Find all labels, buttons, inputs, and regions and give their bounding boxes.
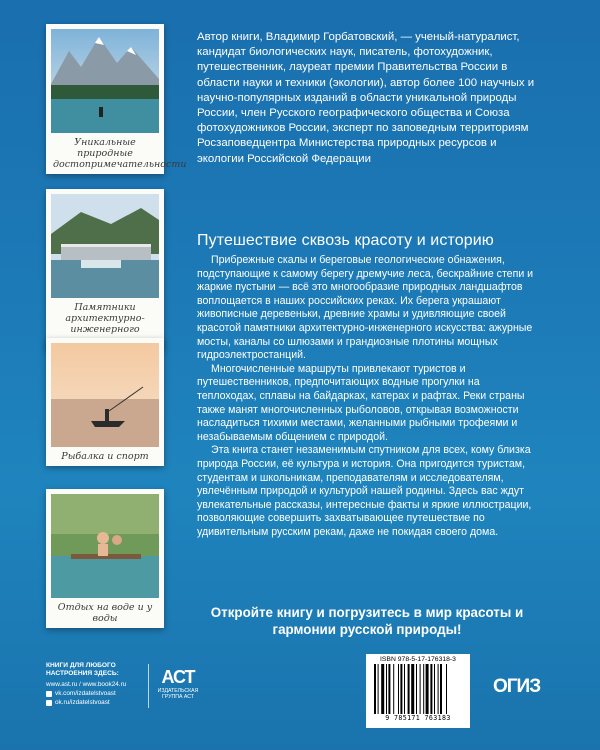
photo-card-caption: Памятники архитектурно-инженерного	[65, 302, 145, 335]
isbn-text: ISBN 978-5-17-176318-3	[380, 656, 456, 663]
barcode-bar	[430, 664, 432, 714]
description-body	[197, 254, 537, 539]
ok-icon	[46, 700, 52, 706]
imprint-logo: ОГИЗ	[493, 676, 541, 697]
barcode-bar	[446, 664, 447, 714]
river-rest-photo	[51, 494, 159, 598]
barcode-bar	[400, 664, 402, 714]
barcode-bar	[434, 664, 435, 714]
barcode-bar	[420, 664, 421, 714]
barcode-bar	[423, 664, 424, 714]
vk-link-text: vk.com/izdatelstvoast	[55, 690, 116, 697]
barcode-bars	[372, 664, 464, 714]
barcode-bar	[440, 664, 442, 714]
publisher-logo-subtitle: ИЗДАТЕЛЬСКАЯ ГРУППА АСТ	[157, 688, 199, 700]
photo-card-caption: Рыбалка и спорт	[61, 451, 149, 462]
vk-link[interactable]	[46, 689, 146, 698]
isbn-barcode	[366, 654, 470, 728]
photo-card-rest	[46, 489, 164, 628]
mountain-lake-photo	[51, 29, 159, 133]
publisher-websites[interactable]: www.ast.ru / www.book24.ru	[46, 681, 127, 688]
description-paragraph: Эта книга станет незаменимым спутником для всех, кому близка природа России, её культура и история. Она пригодится туристам, студентам и школьникам, преподавателям и исследователям, увлечённым природой и культурой нашей родины. Здесь вас ждут увлекательные рассказы, интересные факты и яркие иллюстрации, позволяющие совершить захватывающее путешествие по удивительным русским рекам, даже не покидая своего дома.	[197, 444, 532, 538]
barcode-bar	[404, 664, 405, 714]
dam-photo	[51, 194, 159, 298]
photo-card-fishing	[46, 338, 164, 466]
barcode-bar	[381, 664, 384, 714]
closing-statement: Откройте книгу и погрузитесь в мир красоты и гармонии русской природы!	[210, 605, 524, 637]
barcode-bar	[416, 664, 417, 714]
ok-link[interactable]	[46, 698, 146, 707]
photo-card-caption: Уникальные природные достопримечательности	[53, 137, 187, 170]
barcode-bar	[438, 664, 439, 714]
photo-card-nature	[46, 24, 187, 174]
publisher-logo-mark: АСТ	[161, 667, 195, 687]
barcode-bar	[393, 664, 394, 714]
barcode-bar	[411, 664, 414, 714]
barcode-bar	[386, 664, 387, 714]
photo-card-architecture	[46, 189, 164, 350]
description-paragraph: Прибрежные скалы и береговые геологические обнажения, подступающие к самому берегу дремучие леса, бескрайние степи и жаркие пустыни — всё это многообразие природных ландшафтов воплощается в наших российских реках. Их берега украшают живописные деревеньки, древние храмы и удивляющие своей красотой памятники архитектурно-инженерного искусства: ажурные мосты, каналы со шлюзами и грандиозные плотины мощных гидроэлектростанций.	[197, 254, 534, 362]
barcode-digits: 9 785171 763183	[385, 714, 451, 722]
photo-card-caption: Отдых на воде и у воды	[57, 602, 153, 624]
vk-icon	[46, 691, 52, 697]
publisher-contacts	[46, 662, 146, 707]
author-bio-block	[197, 30, 537, 167]
barcode-bar	[374, 664, 376, 714]
barcode-bar	[426, 664, 429, 714]
ok-link-text: ok.ru/izdatelstvoast	[55, 699, 110, 706]
barcode-bar	[408, 664, 410, 714]
barcode-bar	[388, 664, 390, 714]
author-bio: Автор книги, Владимир Горбатовский, — ученый-натуралист, кандидат биологических наук, писатель, фотохудожник, путешественник, лауреат премии Правительства России в области науки и техники (экологии), автор более 100 научных и научно-популярных изданий в области уникальной природы России, член Русского географического общества и Союза фотохудожников России, эксперт по заповедным территориям Росзаповедцентра Министерства природных ресурсов и экологии Российской Федерации	[197, 31, 535, 165]
barcode-bar	[378, 664, 379, 714]
section-title: Путешествие сквозь красоту и историю	[197, 232, 494, 249]
barcode-bar	[398, 664, 399, 714]
description-paragraph: Многочисленные маршруты привлекают туристов и путешественников, предпочитающих водные прогулки на теплоходах, сплавы на байдарках, катерах и рафтах. Реки страны также манят многочисленных рыболовов, открывая возможности насладиться тихими местами, желанными рыбными трофеями и незабываемым общением с природой.	[197, 362, 525, 443]
publisher-logo	[155, 666, 201, 700]
fishing-photo	[51, 343, 159, 447]
contacts-title: КНИГИ ДЛЯ ЛЮБОГО НАСТРОЕНИЯ ЗДЕСЬ:	[46, 662, 119, 677]
footer-divider	[148, 664, 149, 708]
